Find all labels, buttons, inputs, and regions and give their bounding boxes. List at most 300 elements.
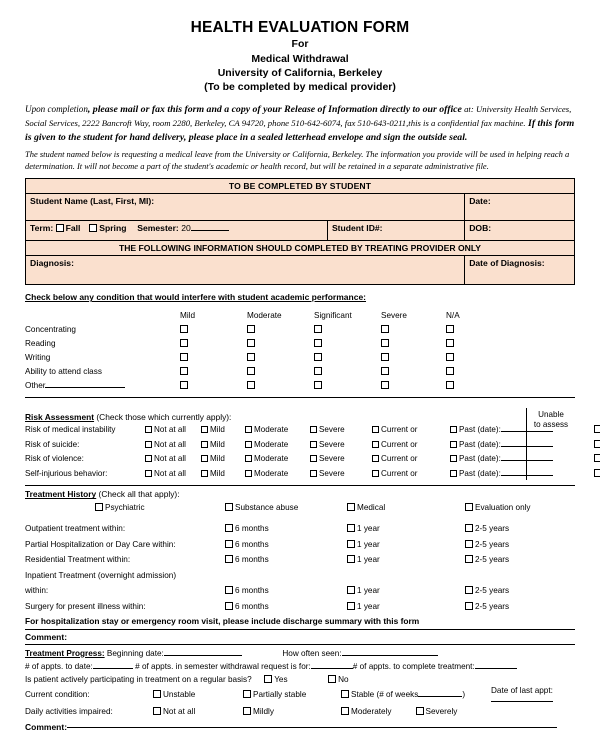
checkbox-partial-2-5-years[interactable] xyxy=(465,540,473,548)
participating-no-label: No xyxy=(338,674,349,684)
interference-col-significant: Significant xyxy=(314,310,352,320)
checkbox-participating-no[interactable] xyxy=(328,675,336,683)
student-date-field[interactable] xyxy=(465,194,575,221)
interference-row-label-attend-class: Ability to attend class xyxy=(25,366,102,376)
risk-opt-current-0: Current or xyxy=(381,425,418,434)
checkbox-attend-significant[interactable] xyxy=(314,367,322,375)
checkbox-concentrating-mild[interactable] xyxy=(180,325,188,333)
risk-assessment-heading-bold: Risk Assessment xyxy=(25,412,95,423)
checkbox-risk-suicide-unable[interactable] xyxy=(594,440,600,448)
inpatient-head-pad-3 xyxy=(465,567,575,583)
checkbox-risk-medical-severe[interactable] xyxy=(310,426,317,433)
intro-bold-mail: , please mail or fax this form and a copy of your Release of Information directly to our office xyxy=(87,104,462,116)
risk-opt-current-1: Current or xyxy=(381,439,418,449)
term-spring-label: Spring xyxy=(99,223,127,234)
divider-above-treatment-history xyxy=(25,485,575,486)
input-final-comment[interactable] xyxy=(67,727,557,728)
risk-suicide-severe-cell xyxy=(310,437,372,452)
risk-row-label-medical-instability: Risk of medical instability xyxy=(25,425,116,434)
input-appts-complete[interactable] xyxy=(475,668,517,669)
risk-row-label-violence: Risk of violence: xyxy=(25,454,84,463)
risk-suicide-past-cell xyxy=(450,437,575,452)
risk-assessment-heading xyxy=(25,412,575,422)
table-row xyxy=(25,552,575,568)
checkbox-treatment-medical[interactable] xyxy=(347,503,355,511)
risk-opt-past-3: Past (date): xyxy=(459,468,501,478)
risk-selfinjury-past-cell xyxy=(450,466,575,481)
treatment-type-row xyxy=(25,499,575,515)
checkbox-outpatient-6-months[interactable] xyxy=(225,524,233,532)
checkbox-inpatient-1-year[interactable] xyxy=(347,586,355,594)
checkbox-writing-na[interactable] xyxy=(446,353,454,361)
table-row xyxy=(25,598,575,614)
outpatient-25years-cell xyxy=(465,521,575,537)
treatment-row-label-outpatient: Outpatient treatment within: xyxy=(25,524,126,533)
table-row-term xyxy=(26,221,575,241)
risk-medical-moderate-cell xyxy=(245,422,310,437)
interference-other-input[interactable] xyxy=(45,387,125,388)
checkbox-other-na[interactable] xyxy=(446,381,454,389)
checkbox-risk-violence-severe[interactable] xyxy=(310,455,317,462)
checkbox-writing-moderate[interactable] xyxy=(247,353,255,361)
title-line-institution: University of California, Berkeley xyxy=(217,66,383,79)
condition-option-stable: Stable (# of weeks xyxy=(351,690,419,700)
checkbox-daily-mildly[interactable] xyxy=(243,707,251,715)
risk-opt-severe-3: Severe xyxy=(319,468,345,478)
checkbox-concentrating-significant[interactable] xyxy=(314,325,322,333)
how-often-seen-label: How often seen: xyxy=(282,648,342,658)
checkbox-concentrating-significant-cell xyxy=(314,322,381,336)
treatment-type-label-evaluation: Evaluation only xyxy=(475,502,531,512)
checkbox-attend-mild[interactable] xyxy=(180,367,188,375)
dob-field[interactable] xyxy=(465,221,575,241)
diagnosis-label: Diagnosis: xyxy=(30,258,74,269)
input-stable-weeks[interactable] xyxy=(418,696,462,697)
interference-row-label-writing: Writing xyxy=(25,352,51,362)
comment-field-1[interactable] xyxy=(25,630,575,644)
date-last-appt-cell xyxy=(491,686,575,704)
surgery-1year-cell xyxy=(347,598,465,614)
partial-6months-cell xyxy=(225,536,347,552)
checkbox-risk-medical-mild[interactable] xyxy=(201,426,208,433)
checkbox-concentrating-na[interactable] xyxy=(446,325,454,333)
risk-opt-past-2: Past (date): xyxy=(459,454,501,463)
interference-col-moderate: Moderate xyxy=(247,310,282,320)
checkbox-reading-severe[interactable] xyxy=(381,339,389,347)
table-row xyxy=(25,567,575,583)
checkbox-risk-selfinjury-severe[interactable] xyxy=(310,470,317,477)
table-row xyxy=(25,686,575,704)
checkbox-writing-severe[interactable] xyxy=(381,353,389,361)
participating-line xyxy=(25,675,575,684)
checkbox-other-significant[interactable] xyxy=(314,381,322,389)
checkbox-attend-moderate[interactable] xyxy=(247,367,255,375)
checkbox-reading-significant[interactable] xyxy=(314,339,322,347)
checkbox-reading-na[interactable] xyxy=(446,339,454,347)
checkbox-residential-6-months[interactable] xyxy=(225,555,233,563)
treatment-row-label-surgery: Surgery for present illness within: xyxy=(25,601,146,611)
residential-6months-cell xyxy=(225,552,347,568)
risk-assessment-table xyxy=(25,419,600,480)
checkbox-writing-mild[interactable] xyxy=(180,353,188,361)
period-label-partial-1: 1 year xyxy=(357,539,380,549)
treatment-type-indent xyxy=(25,499,95,515)
intro-paragraph-1 xyxy=(25,103,575,145)
checkbox-risk-suicide-mild[interactable] xyxy=(201,441,208,448)
checkbox-concentrating-moderate[interactable] xyxy=(247,325,255,333)
period-label-partial-0: 6 months xyxy=(235,539,269,549)
risk-selfinjury-moderate-cell xyxy=(245,466,310,481)
interference-grid xyxy=(25,308,575,392)
risk-opt-past-0: Past (date): xyxy=(459,425,501,434)
daily-option-severely: Severely xyxy=(425,706,458,716)
checkbox-inpatient-6-months[interactable] xyxy=(225,586,233,594)
checkbox-other-significant-cell xyxy=(314,378,381,392)
checkbox-reading-mild[interactable] xyxy=(180,339,188,347)
input-date-last-appt[interactable] xyxy=(491,701,553,702)
interference-col-mild: Mild xyxy=(180,310,196,320)
unable-header-line-1: Unable xyxy=(538,410,564,420)
checkbox-writing-mild-cell xyxy=(180,350,247,364)
divider-below-comment-1 xyxy=(25,644,575,645)
input-how-often-seen[interactable] xyxy=(342,655,438,656)
checkbox-reading-significant-cell xyxy=(314,336,381,350)
treatment-type-psychiatric-cell xyxy=(95,499,225,515)
risk-selfinjury-notatall-cell xyxy=(145,466,201,481)
table-row xyxy=(25,378,575,392)
checkbox-concentrating-moderate-cell xyxy=(247,322,314,336)
risk-medical-current-cell xyxy=(372,422,450,437)
beginning-date-label: Beginning date: xyxy=(104,648,164,658)
risk-violence-unable-cell xyxy=(575,451,600,466)
surgery-25years-cell xyxy=(465,598,575,614)
condition-unstable-cell xyxy=(153,686,243,704)
checkbox-concentrating-severe[interactable] xyxy=(381,325,389,333)
inpatient-1year-cell xyxy=(347,583,465,599)
intro-address: University Health Services, Social Services, 2222 Bancroft Way, room 2280, Berkeley, CA 94720, phone 510-642-6074, fax 510-643-0211,this is a confidential fax machine. xyxy=(25,104,572,128)
condition-option-partially: Partially stable xyxy=(253,690,307,700)
checkbox-condition-partially-stable[interactable] xyxy=(243,690,251,698)
checkbox-condition-stable[interactable] xyxy=(341,690,349,698)
checkbox-risk-suicide-past[interactable] xyxy=(450,441,457,448)
inpatient-25years-cell xyxy=(465,583,575,599)
treatment-history-heading xyxy=(25,489,575,499)
appts-semester-label: # of appts. in semester withdrawal request is for: xyxy=(135,661,311,671)
checkbox-daily-moderately[interactable] xyxy=(341,707,349,715)
intro-bold-delivery: If this form is given to the student for hand delivery, please place in a sealed letterhead envelope and sign the outside seal. xyxy=(25,117,575,143)
checkbox-reading-moderate-cell xyxy=(247,336,314,350)
checkbox-risk-selfinjury-mild[interactable] xyxy=(201,470,208,477)
checkbox-risk-suicide-notatall[interactable] xyxy=(145,441,152,448)
outpatient-1year-cell xyxy=(347,521,465,537)
partial-1year-cell xyxy=(347,536,465,552)
intro-lead: Upon completion xyxy=(25,104,88,115)
date-last-appt-label: Date of last appt: xyxy=(491,685,553,695)
checkbox-risk-medical-notatall[interactable] xyxy=(145,426,152,433)
student-date-label: Date: xyxy=(469,196,491,207)
checkbox-outpatient-2-5-years[interactable] xyxy=(465,524,473,532)
checkbox-risk-medical-current[interactable] xyxy=(372,426,379,433)
daily-moderately-cell xyxy=(341,704,491,719)
checkbox-treatment-psychiatric[interactable] xyxy=(95,503,103,511)
checkbox-treatment-substance-abuse[interactable] xyxy=(225,503,233,511)
checkbox-surgery-2-5-years[interactable] xyxy=(465,602,473,610)
checkbox-risk-selfinjury-notatall[interactable] xyxy=(145,470,152,477)
interference-row-label-other xyxy=(25,378,180,392)
checkbox-other-mild[interactable] xyxy=(180,381,188,389)
checkbox-term-fall[interactable] xyxy=(56,224,64,232)
checkbox-risk-medical-unable[interactable] xyxy=(594,425,600,433)
checkbox-risk-suicide-current[interactable] xyxy=(372,441,379,448)
table-row xyxy=(25,521,575,537)
checkbox-partial-1-year[interactable] xyxy=(347,540,355,548)
checkbox-daily-severely[interactable] xyxy=(416,707,424,715)
checkbox-risk-suicide-severe[interactable] xyxy=(310,441,317,448)
checkbox-risk-selfinjury-moderate[interactable] xyxy=(245,470,252,477)
table-row xyxy=(25,322,575,336)
checkbox-risk-selfinjury-past[interactable] xyxy=(450,470,457,477)
treatment-type-label-substance: Substance abuse xyxy=(235,502,299,512)
risk-opt-past-1: Past (date): xyxy=(459,439,501,449)
checkbox-concentrating-mild-cell xyxy=(180,322,247,336)
daily-option-mildly: Mildly xyxy=(253,706,274,716)
checkbox-other-mild-cell xyxy=(180,378,247,392)
term-cell xyxy=(26,221,328,241)
checkbox-concentrating-na-cell xyxy=(446,322,506,336)
risk-suicide-moderate-cell xyxy=(245,437,310,452)
period-label-outpatient-1: 1 year xyxy=(357,524,380,533)
interference-header-spacer xyxy=(25,308,180,322)
risk-opt-current-3: Current or xyxy=(381,468,418,478)
checkbox-writing-na-cell xyxy=(446,350,506,364)
risk-selfinjury-severe-cell xyxy=(310,466,372,481)
checkbox-attend-moderate-cell xyxy=(247,364,314,378)
table-row xyxy=(25,422,600,437)
treatment-row-label-residential: Residential Treatment within: xyxy=(25,555,131,564)
risk-violence-moderate-cell xyxy=(245,451,310,466)
interference-row-label-reading: Reading xyxy=(25,338,56,348)
checkbox-other-severe[interactable] xyxy=(381,381,389,389)
checkbox-participating-yes[interactable] xyxy=(264,675,272,683)
risk-opt-mild-3: Mild xyxy=(210,468,225,478)
title-line-instruction: (To be completed by medical provider) xyxy=(204,80,396,93)
risk-violence-severe-cell xyxy=(310,451,372,466)
inpatient-head-pad-2 xyxy=(347,567,465,583)
checkbox-writing-significant[interactable] xyxy=(314,353,322,361)
table-row xyxy=(25,437,600,452)
outpatient-6months-cell xyxy=(225,521,347,537)
period-label-residential-0: 6 months xyxy=(235,555,269,564)
treatment-progress-heading: Treatment Progress: xyxy=(25,648,105,658)
risk-opt-moderate-2: Moderate xyxy=(254,454,289,463)
risk-opt-notatall-3: Not at all xyxy=(154,468,186,478)
participating-question-label: Is patient actively participating in treatment on a regular basis? xyxy=(25,674,252,684)
checkbox-term-spring[interactable] xyxy=(89,224,97,232)
checkbox-attend-na-cell xyxy=(446,364,506,378)
current-condition-label: Current condition: xyxy=(25,690,90,700)
treatment-type-medical-cell xyxy=(347,499,465,515)
date-of-diagnosis-label: Date of Diagnosis: xyxy=(469,258,545,269)
checkbox-risk-violence-unable[interactable] xyxy=(594,454,600,462)
risk-selfinjury-current-cell xyxy=(372,466,450,481)
checkbox-attend-severe[interactable] xyxy=(381,367,389,375)
semester-blank[interactable] xyxy=(191,230,229,231)
student-name-field[interactable] xyxy=(26,194,465,221)
checkbox-residential-2-5-years[interactable] xyxy=(465,555,473,563)
input-appts-to-date[interactable] xyxy=(93,668,133,669)
term-fall-label: Fall xyxy=(65,223,81,234)
residential-1year-cell xyxy=(347,552,465,568)
table-row xyxy=(25,583,575,599)
interference-header-row xyxy=(25,308,575,322)
risk-row-label-suicide: Risk of suicide: xyxy=(25,439,80,449)
checkbox-partial-6-months[interactable] xyxy=(225,540,233,548)
dob-label: DOB: xyxy=(469,223,492,234)
checkbox-surgery-1-year[interactable] xyxy=(347,602,355,610)
interference-row-label-concentrating: Concentrating xyxy=(25,324,76,334)
inpatient-head-pad-1 xyxy=(225,567,347,583)
risk-suicide-current-cell xyxy=(372,437,450,452)
checkbox-surgery-6-months[interactable] xyxy=(225,602,233,610)
comment-label-2: Comment: xyxy=(25,721,68,732)
term-label: Term: xyxy=(30,223,54,234)
checkbox-attend-na[interactable] xyxy=(446,367,454,375)
page-title: HEALTH EVALUATION FORM xyxy=(190,19,410,36)
risk-selfinjury-unable-cell xyxy=(575,466,600,481)
checkbox-other-moderate-cell xyxy=(247,378,314,392)
checkbox-attend-mild-cell xyxy=(180,364,247,378)
student-name-label: Student Name (Last, First, MI): xyxy=(30,196,155,207)
checkbox-residential-1-year[interactable] xyxy=(347,555,355,563)
semester-value[interactable]: 20 xyxy=(181,223,191,234)
unable-header-line-2: to assess xyxy=(533,419,569,429)
treatment-period-table xyxy=(25,521,575,614)
table-row xyxy=(25,336,575,350)
divider-above-risk xyxy=(25,397,575,398)
date-of-diagnosis-field[interactable] xyxy=(465,256,575,285)
risk-opt-severe-1: Severe xyxy=(319,439,345,449)
checkbox-treatment-evaluation-only[interactable] xyxy=(465,503,473,511)
risk-opt-notatall-1: Not at all xyxy=(154,439,186,449)
daily-activities-label: Daily activities impaired: xyxy=(25,706,113,716)
checkbox-condition-unstable[interactable] xyxy=(153,690,161,698)
checkbox-risk-violence-current[interactable] xyxy=(372,455,379,462)
partial-25years-cell xyxy=(465,536,575,552)
condition-table xyxy=(25,686,575,719)
table-row xyxy=(25,364,575,378)
table-row xyxy=(25,499,575,515)
checkbox-reading-mild-cell xyxy=(180,336,247,350)
treatment-row-label-inpatient: Inpatient Treatment (overnight admission) xyxy=(25,570,177,580)
condition-option-unstable: Unstable xyxy=(163,690,196,700)
risk-violence-notatall-cell xyxy=(145,451,201,466)
period-label-surgery-0: 6 months xyxy=(235,601,269,611)
checkbox-reading-severe-cell xyxy=(381,336,446,350)
intro-instructions xyxy=(25,103,575,172)
period-label-surgery-2: 2-5 years xyxy=(475,601,510,611)
period-label-partial-2: 2-5 years xyxy=(475,539,510,549)
risk-suicide-notatall-cell xyxy=(145,437,201,452)
risk-medical-notatall-cell xyxy=(145,422,201,437)
checkbox-risk-violence-moderate[interactable] xyxy=(245,455,252,462)
checkbox-other-severe-cell xyxy=(381,378,446,392)
checkbox-risk-selfinjury-unable[interactable] xyxy=(594,469,600,477)
risk-selfinjury-mild-cell xyxy=(201,466,245,481)
risk-medical-mild-cell xyxy=(201,422,245,437)
treatment-history-heading-rest: (Check all that apply): xyxy=(96,489,180,500)
period-label-surgery-1: 1 year xyxy=(357,601,380,611)
table-row xyxy=(25,451,600,466)
checkbox-reading-moderate[interactable] xyxy=(247,339,255,347)
daily-mildly-cell xyxy=(243,704,341,719)
treatment-type-evaluation-cell xyxy=(465,499,575,515)
period-label-residential-2: 2-5 years xyxy=(475,555,510,564)
checkbox-risk-selfinjury-current[interactable] xyxy=(372,470,379,477)
checkbox-risk-suicide-moderate[interactable] xyxy=(245,441,252,448)
student-id-field[interactable] xyxy=(327,221,464,241)
risk-opt-mild-2: Mild xyxy=(210,454,225,463)
student-id-label: Student ID#: xyxy=(331,223,383,234)
comment-field-2[interactable] xyxy=(25,722,575,732)
checkbox-risk-medical-moderate[interactable] xyxy=(245,426,252,433)
comment-label-1: Comment: xyxy=(25,631,68,642)
form-title-block xyxy=(25,0,575,94)
interference-row-pad xyxy=(506,350,575,364)
checkbox-outpatient-1-year[interactable] xyxy=(347,524,355,532)
student-section-banner: TO BE COMPLETED BY STUDENT xyxy=(26,179,575,194)
risk-opt-moderate-0: Moderate xyxy=(254,425,289,434)
risk-opt-notatall-0: Not at all xyxy=(154,425,186,434)
checkbox-risk-violence-notatall[interactable] xyxy=(145,455,152,462)
treatment-type-label-psychiatric: Psychiatric xyxy=(105,502,145,512)
risk-assessment-section xyxy=(25,412,575,480)
current-condition-label-cell xyxy=(25,686,153,704)
period-label-outpatient-2: 2-5 years xyxy=(475,524,510,533)
appts-complete-label: # of appts. to complete treatment: xyxy=(352,661,475,671)
input-beginning-date[interactable] xyxy=(164,655,242,656)
checkbox-risk-violence-mild[interactable] xyxy=(201,455,208,462)
interference-header-pad xyxy=(506,308,575,322)
checkbox-inpatient-2-5-years[interactable] xyxy=(465,586,473,594)
checkbox-attend-significant-cell xyxy=(314,364,381,378)
participating-yes-label: Yes xyxy=(274,674,288,684)
table-row-banner xyxy=(26,179,575,194)
checkbox-daily-not-at-all[interactable] xyxy=(153,707,161,715)
interference-col-severe: Severe xyxy=(381,310,407,320)
risk-opt-severe-0: Severe xyxy=(319,425,345,434)
input-appts-semester[interactable] xyxy=(311,668,353,669)
checkbox-concentrating-severe-cell xyxy=(381,322,446,336)
risk-opt-mild-0: Mild xyxy=(210,425,225,434)
table-row xyxy=(25,704,575,719)
daily-activities-label-cell xyxy=(25,704,153,719)
checkbox-other-moderate[interactable] xyxy=(247,381,255,389)
semester-label: Semester: xyxy=(137,223,179,234)
interference-other-label: Other xyxy=(25,380,46,390)
period-label-inpatient-0: 6 months xyxy=(235,586,269,595)
risk-assessment-heading-rest: (Check those which currently apply): xyxy=(94,412,232,423)
appointments-line xyxy=(25,662,575,671)
checkbox-attend-severe-cell xyxy=(381,364,446,378)
period-label-outpatient-0: 6 months xyxy=(235,524,269,533)
checkbox-risk-violence-past[interactable] xyxy=(450,455,457,462)
interference-col-na: N/A xyxy=(446,310,460,320)
diagnosis-field[interactable] xyxy=(26,256,465,285)
checkbox-risk-medical-past[interactable] xyxy=(450,426,457,433)
risk-opt-moderate-1: Moderate xyxy=(254,439,289,449)
table-row xyxy=(25,350,575,364)
inpatient-6months-cell xyxy=(225,583,347,599)
